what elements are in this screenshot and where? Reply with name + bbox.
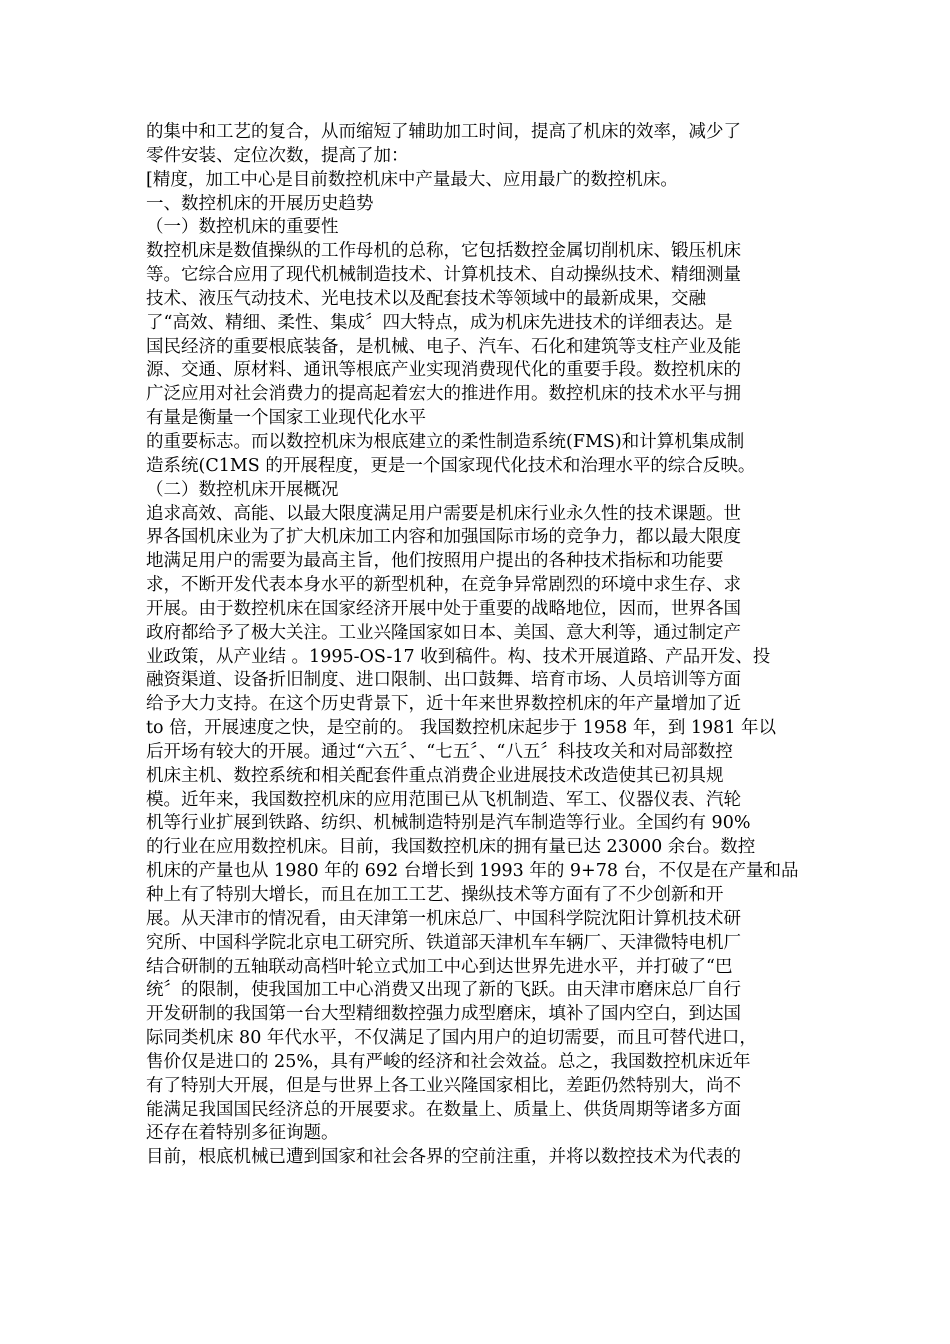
text-line: 有量是衡量一个国家工业现代化水平: [146, 408, 426, 429]
subsection-heading: （一）数控机床的重要性: [146, 217, 339, 238]
text-line: 界各国机床业为了扩大机床加工内容和加强国际市场的竞争力，都以最大限度: [146, 527, 741, 548]
text-line: 机床的产量也从 1980 年的 692 台增长到 1993 年的 9+78 台，不仅是在产量和品: [146, 861, 799, 882]
text-line: 机床主机、数控系统和相关配套件重点消费企业进展技术改造使其已初具规: [146, 765, 724, 786]
text-line: 给予大力支持。在这个历史背景下，近十年来世界数控机床的年产量增加了近: [146, 694, 741, 715]
text-line: 模。近年来，我国数控机床的应用范围已从飞机制造、军工、仪器仪表、汽轮: [146, 789, 741, 810]
text-line: 目前，根底机械已遭到国家和社会各界的空前注重，并将以数控技术为代表的: [146, 1147, 741, 1168]
section-heading: 一、数控机床的开展历史趋势: [146, 193, 374, 214]
text-line: 求，不断开发代表本身水平的新型机种，在竞争异常剧烈的环境中求生存、求: [146, 575, 741, 596]
text-line: [精度，加工中心是目前数控机床中产量最大、应用最广的数控机床。: [146, 169, 678, 190]
subsection-heading: （二）数控机床开展概况: [146, 479, 339, 500]
text-line: 有了特别大开展，但是与世界上各工业兴隆国家相比，差距仍然特别大，尚不: [146, 1075, 741, 1096]
text-line: 广泛应用对社会消费力的提高起着宏大的推进作用。数控机床的技术水平与拥: [146, 384, 741, 405]
text-line: 造系统(C1MS 的开展程度，更是一个国家现代化技术和治理水平的综合反映。: [146, 455, 756, 476]
text-line: 等。它综合应用了现代机械制造技术、计算机技术、自动操纵技术、精细测量: [146, 265, 741, 286]
text-line: 国民经济的重要根底装备，是机械、电子、汽车、石化和建筑等支柱产业及能: [146, 336, 741, 357]
text-line: 的重要标志。而以数控机床为根底建立的柔性制造系统(FMS)和计算机集成制: [146, 431, 745, 452]
text-line: 机等行业扩展到铁路、纺织、机械制造特别是汽车制造等行业。全国约有 90%: [146, 813, 751, 834]
text-line: 融资渠道、设备折旧制度、进口限制、出口鼓舞、培育市场、人员培训等方面: [146, 670, 741, 691]
text-line: 展。从天津市的情况看，由天津第一机床总厂、中国科学院沈阳计算机技术研: [146, 908, 741, 929]
text-line: 地满足用户的需要为最高主旨，他们按照用户提出的各种技术指标和功能要: [146, 551, 724, 572]
text-line: 后开场有较大的开展。通过“六五〞、“七五〞、“八五〞科技攻关和对局部数控: [146, 741, 733, 762]
text-line: 开发研制的我国第一台大型精细数控强力成型磨床，填补了国内空白，到达国: [146, 1004, 741, 1025]
text-line: 源、交通、原材料、通讯等根底产业实现消费现代化的重要手段。数控机床的: [146, 360, 741, 381]
text-line: 还存在着特别多征询题。: [146, 1123, 339, 1144]
text-line: to 倍，开展速度之快，是空前的。 我国数控机床起步于 1958 年，到 1981 年以: [146, 718, 777, 739]
text-line: 开展。由于数控机床在国家经济开展中处于重要的战略地位，因而，世界各国: [146, 598, 741, 619]
text-line: 售价仅是进口的 25%，具有严峻的经济和社会效益。总之，我国数控机床近年: [146, 1051, 751, 1072]
text-line: 际同类机床 80 年代水平，不仅满足了国内用户的迫切需要，而且可替代进口，: [146, 1028, 757, 1049]
text-line: 数控机床是数值操纵的工作母机的总称，它包括数控金属切削机床、锻压机床: [146, 241, 741, 262]
text-line: 的行业在应用数控机床。目前，我国数控机床的拥有量已达 23000 余台。数控: [146, 837, 756, 858]
text-line: 追求高效、高能、以最大限度满足用户需要是机床行业永久性的技术课题。世: [146, 503, 741, 524]
text-line: 的集中和工艺的复合，从而缩短了辅助加工时间，提高了机床的效率，减少了: [146, 122, 741, 142]
body-text: [146, 121, 808, 1170]
text-line: 统〞的限制，使我国加工中心消费又出现了新的飞跃。由天津市磨床总厂自行: [146, 980, 741, 1001]
text-line: 零件安装、定位次数，提高了加：: [146, 145, 409, 166]
text-line: 业政策，从产业结 。1995-OS-17 收到稿件。构、技术开展道路、产品开发、投: [146, 646, 771, 667]
text-line: 究所、中国科学院北京电工研究所、铁道部天津机车车辆厂、天津微特电机厂: [146, 932, 741, 953]
text-line: 能满足我国国民经济总的开展要求。在数量上、质量上、供货周期等诸多方面: [146, 1099, 741, 1120]
text-line: 种上有了特别大增长，而且在加工工艺、操纵技术等方面有了不少创新和开: [146, 885, 724, 905]
text-line: 技术、液压气动技术、光电技术以及配套技术等领域中的最新成果，交融: [146, 288, 706, 309]
text-line: 政府都给予了极大关注。工业兴隆国家如日本、美国、意大利等，通过制定产: [146, 622, 741, 643]
text-line: 结合研制的五轴联动高档叶轮立式加工中心到达世界先进水平，并打破了“巴: [146, 956, 733, 977]
text-line: 了“高效、精细、柔性、集成〞四大特点，成为机床先进技术的详细表达。是: [146, 312, 733, 333]
